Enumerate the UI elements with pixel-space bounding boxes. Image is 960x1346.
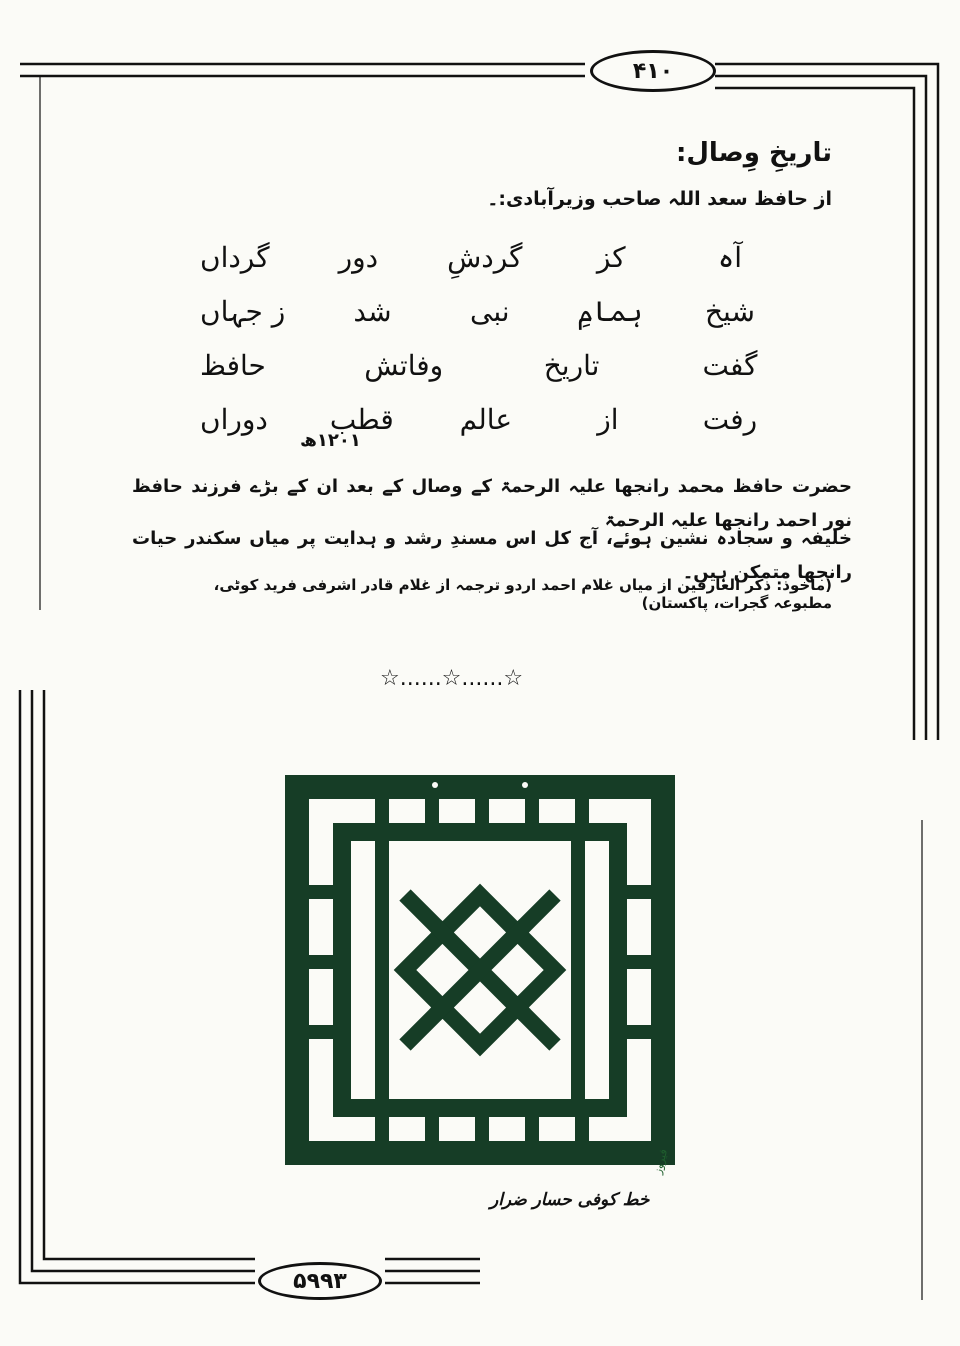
poem-word: تاریخ bbox=[543, 348, 600, 382]
poem-verse bbox=[200, 338, 760, 392]
poem-word: شد bbox=[353, 294, 392, 328]
poem-word: شیخ bbox=[704, 294, 755, 328]
poem-word: گردشِ bbox=[447, 240, 523, 274]
poem-word: قطب bbox=[329, 402, 394, 436]
page-number-bottom bbox=[258, 1262, 382, 1300]
poem-attribution: از حافظ سعد اللہ صاحب وزیرآبادی:۔ bbox=[487, 188, 832, 210]
poem-word: نبی bbox=[470, 294, 510, 328]
poem-word: گفت bbox=[702, 348, 758, 382]
poem-word: رفت bbox=[702, 402, 758, 436]
page-number-bottom-text: ۵۹۹۳ bbox=[293, 1268, 347, 1294]
poem-word: آہ bbox=[717, 240, 743, 274]
kufic-calligraphy-square bbox=[285, 775, 675, 1165]
body-paragraph-line-1: حضرت حافظ محمد رانجھا علیہ الرحمۃ کے وصال کے بعد ان کے بڑے فرزند حافظ نور احمد رانجھا علیہ الرحمۃ bbox=[132, 476, 852, 531]
poem-verse bbox=[200, 284, 760, 338]
poem-word: دوراں bbox=[200, 402, 268, 436]
calligraphy-caption: خط کوفی حسار ضرار bbox=[490, 1190, 650, 1210]
poem-word: عالم bbox=[459, 402, 513, 436]
star-ornament: ☆......☆......☆ bbox=[380, 666, 524, 691]
poem-word: ز جہاں bbox=[200, 294, 286, 328]
poem-word: وفاتش bbox=[364, 348, 444, 382]
body-paragraph-line-2: خلیفہ و سجادہ نشین ہوئے، آج کل اس مسندِ رشد و ہدایت پر میاں سکندر حیات رانجھا متمکن ہیں۔ bbox=[132, 528, 852, 583]
page-number-top-text: ۴۱۰ bbox=[632, 58, 674, 84]
hijri-year: ۱۲۰۱ھ bbox=[300, 430, 361, 451]
source-citation: (ماخوذ: ذکر العارفین از میاں غلام احمد اردو ترجمہ از غلام قادر اشرفی فرید کوٹی، مطبوعہ گجرات، پاکستان) bbox=[213, 576, 832, 612]
poem-verse bbox=[200, 230, 760, 284]
poem bbox=[200, 230, 760, 446]
poem-verse bbox=[200, 392, 760, 446]
page-number-top bbox=[590, 50, 716, 92]
poem-word: دور bbox=[338, 240, 379, 274]
poem-word: ہمامِ bbox=[577, 294, 643, 328]
poem-word: حافظ bbox=[200, 348, 266, 382]
section-heading: تاریخِ وِصال: bbox=[675, 138, 832, 168]
poem-word: از bbox=[597, 402, 619, 436]
artist-signature: فیروز bbox=[651, 1147, 671, 1176]
poem-word: گرداں bbox=[200, 240, 270, 274]
poem-word: کز bbox=[596, 240, 626, 274]
